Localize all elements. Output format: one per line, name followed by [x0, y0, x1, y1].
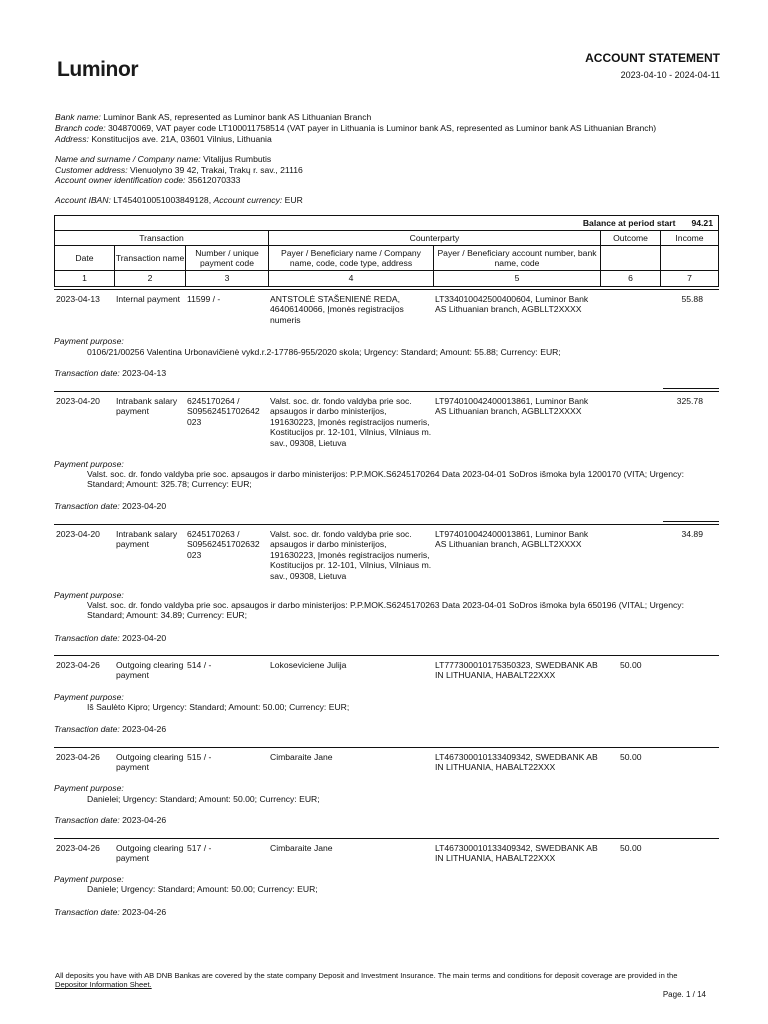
customer-name: Vitalijus Rumbutis: [203, 154, 272, 164]
payment-purpose-text: Iš Saulėto Kipro; Urgency: Standard; Amount: 50.00; Currency: EUR;: [87, 702, 350, 712]
col-num-3: 3: [186, 271, 269, 286]
depositor-info-link[interactable]: Depositor Information Sheet.: [55, 980, 152, 990]
tx-account: LT467300010133409342, SWEDBANK AB IN LITHUANIA, HABALT22XXX: [435, 843, 598, 864]
col-num-2: 2: [115, 271, 186, 286]
brand-logo: Luminor: [57, 58, 139, 81]
payment-purpose-text: Valst. soc. dr. fondo valdyba prie soc. apsaugos ir darbo ministerijos: P.P.MOK.S6245170263 Data 2023-04-01 SoDros išmoka byla 650196 (VITAL; Urgency: Standard; Amount: 34.89; Currency: EUR;: [87, 600, 684, 621]
tx-payer: Cimbaraite Jane: [270, 752, 333, 762]
tx-number: 514 / -: [187, 660, 212, 670]
table-row: [54, 396, 719, 448]
transactions-table-header: [54, 215, 719, 287]
row-separator-short: [663, 521, 719, 522]
tx-income: [660, 660, 717, 681]
header-columns: [55, 246, 718, 271]
row-separator: [54, 838, 719, 839]
tx-account: LT974010042400013861, Luminor Bank AS Lithuanian branch, AGBLLT2XXXX: [435, 529, 589, 550]
tx-outcome: 50.00: [620, 660, 642, 670]
payment-purpose-text: 0106/21/00256 Valentina Urbonavičienė vykd.r.2-17786-955/2020 skola; Urgency: Standard; Amount: 55.88; Currency: EUR;: [87, 347, 561, 357]
payment-purpose-text: Valst. soc. dr. fondo valdyba prie soc. apsaugos ir darbo ministerijos: P.P.MOK.S6245170264 Data 2023-04-01 SoDros išmoka byla 1200170 (VITA; Urgency: Standard; Amount: 325.78; Currency: EUR;: [87, 469, 684, 490]
col-payer: Payer / Beneficiary name / Company name, code, code type, address: [269, 246, 434, 270]
tx-income: [660, 843, 717, 864]
row-separator: [54, 655, 719, 656]
owner-id: 35612070333: [187, 175, 241, 185]
tx-name: Outgoing clearing payment: [116, 843, 184, 864]
col-num-5: 5: [434, 271, 601, 286]
tx-outcome: [600, 294, 660, 325]
tx-number: 6245170263 / S09562451702632 023: [187, 529, 260, 560]
tx-name: Outgoing clearing payment: [116, 660, 184, 681]
tx-date: 2023-04-13: [56, 294, 100, 304]
table-row: [54, 529, 719, 581]
transaction-date-line: Transaction date: 2023-04-20: [54, 633, 167, 643]
tx-number: 6245170264 / S09562451702642 023: [187, 396, 260, 427]
transaction-date-line: Transaction date: 2023-04-13: [54, 368, 167, 378]
payment-purpose-label: Payment purpose:: [54, 874, 124, 884]
table-row: [54, 294, 719, 325]
col-account: Payer / Beneficiary account number, bank name, code: [434, 246, 601, 270]
transaction-date-line: Transaction date: 2023-04-26: [54, 724, 167, 734]
col-transaction-name: Transaction name: [115, 246, 186, 270]
row-separator: [54, 289, 719, 290]
col-num-1: 1: [55, 271, 115, 286]
balance-value: 94.21: [691, 217, 713, 228]
group-counterparty: Counterparty: [269, 231, 601, 245]
payment-purpose-label: Payment purpose:: [54, 459, 124, 469]
statement-title: ACCOUNT STATEMENT: [585, 51, 720, 65]
statement-period: 2023-04-10 - 2024-04-11: [620, 70, 720, 80]
tx-income: 325.78: [676, 396, 703, 406]
col-income-blank: [661, 246, 718, 270]
transaction-date: 2023-04-26: [122, 907, 167, 917]
transaction-date: 2023-04-26: [122, 724, 167, 734]
row-separator-short: [663, 388, 719, 389]
table-row: [54, 843, 719, 864]
payment-purpose-label: Payment purpose:: [54, 336, 124, 346]
tx-date: 2023-04-20: [56, 396, 100, 406]
col-num-7: 7: [687, 273, 692, 284]
transaction-date-line: Transaction date: 2023-04-26: [54, 815, 167, 825]
branch-code-line: Branch code: 304870069, VAT payer code LT100011758514 (VAT payer in Lithuania is Luminor bank AS, represented as Luminor bank AS Lithuanian Branch): [55, 123, 657, 133]
tx-payer: Valst. soc. dr. fondo valdyba prie soc. apsaugos ir darbo ministerijos, 191630223, Įmonės registracijos numeris, Kostitucijos pr. 12-101, Vilnius, Vilniaus m. sav., 09308, Lietuva: [270, 396, 432, 448]
deposit-insurance-note: [55, 971, 715, 990]
bank-name-line: Bank name: Luminor Bank AS, represented as Luminor bank AS Lithuanian Branch: [55, 112, 372, 122]
transaction-date-line: Transaction date: 2023-04-26: [54, 907, 167, 917]
customer-address-line: Customer address: Vienuolyno 39 42, Trakai, Trakų r. sav., 21116: [55, 165, 303, 175]
tx-payer: Lokoseviciene Julija: [270, 660, 347, 670]
payment-purpose-text: Danielei; Urgency: Standard; Amount: 50.00; Currency: EUR;: [87, 794, 320, 804]
col-num-4: 4: [269, 271, 434, 286]
bank-address-line: Address: Konstitucijos ave. 21A, 03601 Vilnius, Lithuania: [55, 134, 272, 144]
transaction-date-line: Transaction date: 2023-04-20: [54, 501, 167, 511]
tx-name: Intrabank salary payment: [116, 396, 178, 417]
col-outcome-blank: [601, 246, 661, 270]
customer-name-line: Name and surname / Company name: Vitalijus Rumbutis: [55, 154, 272, 164]
balance-row: [55, 216, 718, 231]
balance-label: Balance at period start: [582, 217, 676, 228]
tx-income: 34.89: [681, 529, 703, 539]
header-groups: [55, 231, 718, 246]
bank-address: Konstitucijos ave. 21A, 03601 Vilnius, Lithuania: [91, 134, 272, 144]
tx-account: LT777300010175350323, SWEDBANK AB IN LITHUANIA, HABALT22XXX: [435, 660, 598, 681]
tx-outcome: 50.00: [620, 752, 642, 762]
bank-name: Luminor Bank AS, represented as Luminor bank AS Lithuanian Branch: [103, 112, 372, 122]
tx-outcome: 50.00: [620, 843, 642, 853]
tx-number: 11599 / -: [187, 294, 221, 304]
tx-outcome: [600, 529, 660, 581]
page-number: Page. 1 / 14: [662, 990, 706, 999]
account-iban: LT454010051003849128,: [113, 195, 212, 205]
header-numbers: [55, 271, 718, 286]
payment-purpose-label: Payment purpose:: [54, 783, 124, 793]
tx-payer: Cimbaraite Jane: [270, 843, 333, 853]
row-separator: [54, 524, 719, 525]
transaction-date: 2023-04-20: [122, 633, 167, 643]
table-row: [54, 752, 719, 773]
tx-outcome: [600, 396, 660, 448]
group-income: Income: [675, 233, 704, 243]
row-separator: [54, 747, 719, 748]
account-currency: EUR: [284, 195, 303, 205]
tx-account: LT467300010133409342, SWEDBANK AB IN LITHUANIA, HABALT22XXX: [435, 752, 598, 773]
group-transaction: Transaction: [55, 231, 269, 245]
payment-purpose-text: Daniele; Urgency: Standard; Amount: 50.00; Currency: EUR;: [87, 884, 318, 894]
group-outcome: Outcome: [601, 231, 661, 245]
tx-account: LT334010042500400604, Luminor Bank AS Lithuanian branch, AGBLLT2XXXX: [435, 294, 589, 315]
row-separator: [54, 391, 719, 392]
col-number: Number / unique payment code: [186, 246, 269, 270]
customer-address: Vienuolyno 39 42, Trakai, Trakų r. sav., 21116: [130, 165, 303, 175]
tx-date: 2023-04-26: [56, 660, 100, 670]
tx-income: [660, 752, 717, 773]
transaction-date: 2023-04-20: [122, 501, 167, 511]
transaction-date: 2023-04-13: [122, 368, 167, 378]
tx-payer: Valst. soc. dr. fondo valdyba prie soc. apsaugos ir darbo ministerijos, 191630223, Įmonės registracijos numeris, Kostitucijos pr. 12-101, Vilnius, Vilniaus m. sav., 09308, Lietuva: [270, 529, 432, 581]
payment-purpose-label: Payment purpose:: [54, 590, 124, 600]
account-line: Account IBAN: LT454010051003849128, Account currency: EUR: [55, 195, 303, 205]
tx-income: 55.88: [681, 294, 703, 304]
tx-name: Outgoing clearing payment: [116, 752, 184, 773]
payment-purpose-label: Payment purpose:: [54, 692, 124, 702]
table-row: [54, 660, 719, 681]
tx-account: LT974010042400013861, Luminor Bank AS Lithuanian branch, AGBLLT2XXXX: [435, 396, 589, 417]
tx-payer: ANTSTOLĖ STAŠENIENĖ REDA, 46406140066, Įmonės registracijos numeris: [270, 294, 404, 325]
tx-date: 2023-04-20: [56, 529, 100, 539]
tx-name: Internal payment: [116, 294, 181, 304]
col-date: Date: [55, 246, 115, 270]
transaction-date: 2023-04-26: [122, 815, 167, 825]
col-num-6: 6: [601, 271, 661, 286]
footer-text: All deposits you have with AB DNB Bankas are covered by the state company Deposit and Investment Insurance. The main terms and conditions for deposit coverage are provided in the: [55, 971, 678, 980]
owner-id-line: Account owner identification code: 35612070333: [55, 175, 241, 185]
branch-code: 304870069, VAT payer code LT100011758514 (VAT payer in Lithuania is Luminor bank AS, represented as Luminor bank AS Lithuanian Branch): [108, 123, 657, 133]
tx-name: Intrabank salary payment: [116, 529, 178, 550]
tx-date: 2023-04-26: [56, 752, 100, 762]
tx-number: 517 / -: [187, 843, 212, 853]
tx-date: 2023-04-26: [56, 843, 100, 853]
tx-number: 515 / -: [187, 752, 212, 762]
